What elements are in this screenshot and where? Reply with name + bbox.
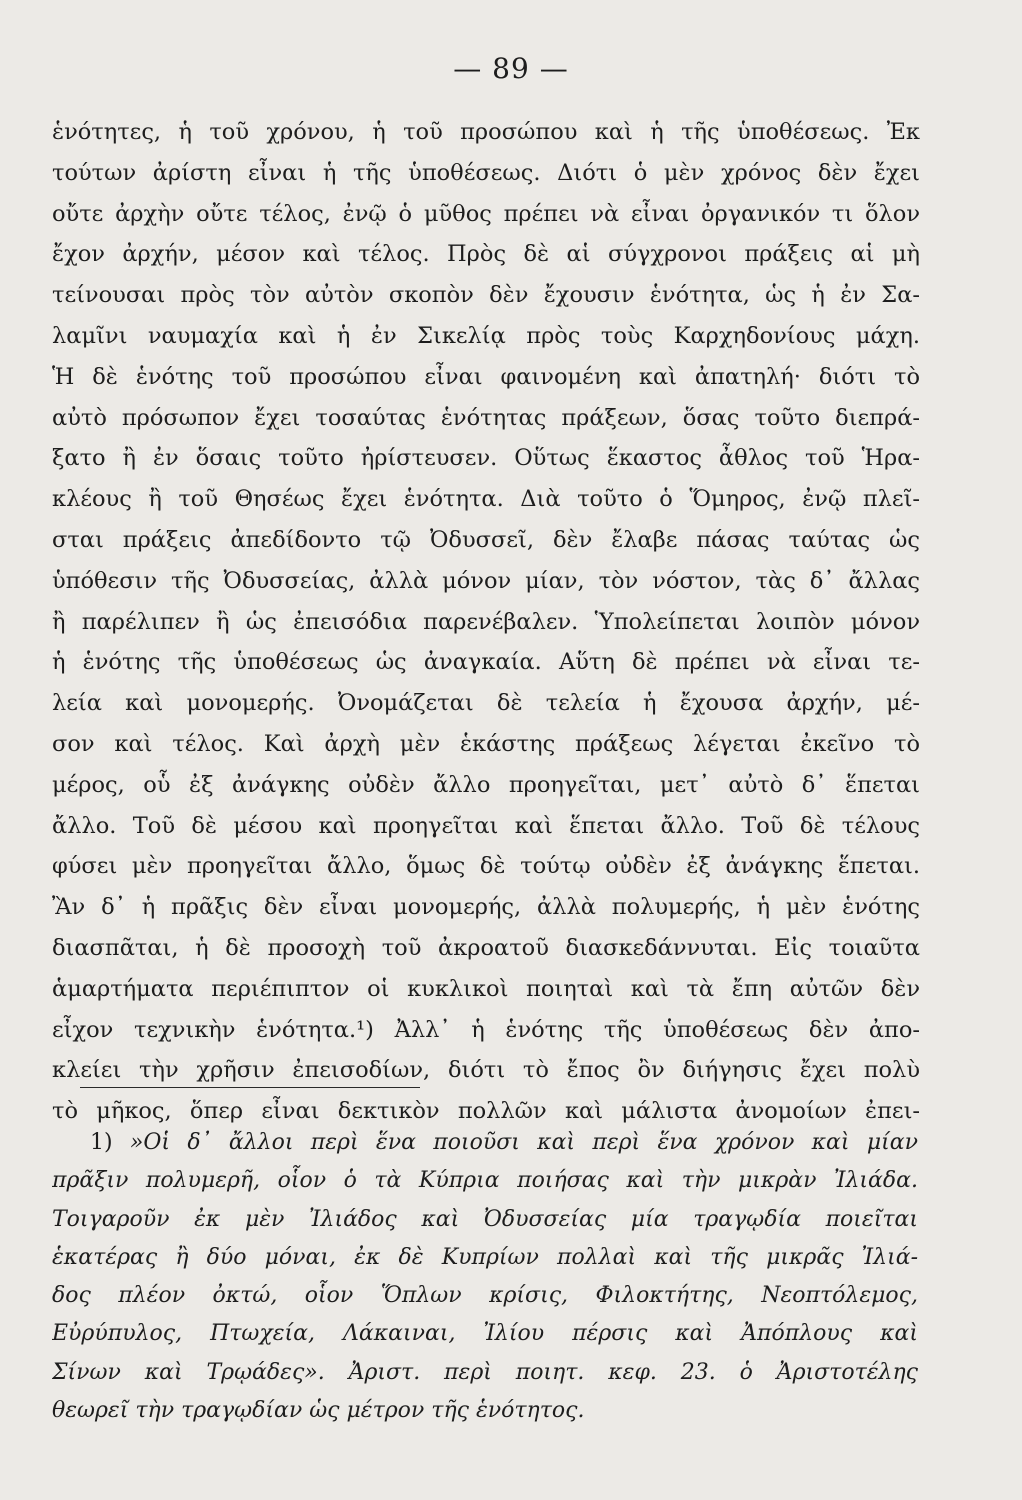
footnote-rule <box>80 1087 420 1088</box>
footnote-line: πρᾶξιν πολυμερῆ, οἷον ὁ τὰ Κύπρια ποιήσας καὶ τὴν μικρὰν Ἰλιάδα. <box>52 1168 918 1194</box>
text-line: σται πράξεις ἀπεδίδοντο τῷ Ὀδυσσεῖ, δὲν ἔλαβε πάσας ταύτας ὡς <box>52 526 920 553</box>
page-number: — 89 — <box>453 52 569 85</box>
text-line: εἶχον τεχνικὴν ἑνότητα.¹) Ἀλλ᾽ ἡ ἑνότης τῆς ὑποθέσεως δὲν ἀπο- <box>52 1016 920 1043</box>
text-line: ἁμαρτήματα περιέπιπτον οἱ κυκλικοὶ ποιηταὶ καὶ τὰ ἔπη αὐτῶν δὲν <box>52 975 920 1002</box>
footnote-line: δος πλέον ὀκτώ, οἷον Ὅπλων κρίσις, Φιλοκτήτης, Νεοπτόλεμος, <box>52 1283 918 1309</box>
text-line: τούτων ἀρίστη εἶναι ἡ τῆς ὑποθέσεως. Διότι ὁ μὲν χρόνος δὲν ἔχει <box>52 159 920 186</box>
text-line: κλέους ἢ τοῦ Θησέως ἔχει ἑνότητα. Διὰ τοῦτο ὁ Ὅμηρος, ἐνῷ πλεῖ- <box>52 486 920 513</box>
text-line: λαμῖνι ναυμαχία καὶ ἡ ἐν Σικελίᾳ πρὸς τοὺς Καρχηδονίους μάχη. <box>52 322 920 349</box>
text-line: Ἡ δὲ ἑνότης τοῦ προσώπου εἶναι φαινομένη καὶ ἀπατηλή· διότι τὸ <box>52 363 920 390</box>
text-line: ἔχον ἀρχήν, μέσον καὶ τέλος. Πρὸς δὲ αἱ σύγχρονοι πράξεις αἱ μὴ <box>52 241 920 268</box>
footnote-line: Τοιγαροῦν ἐκ μὲν Ἰλιάδος καὶ Ὀδυσσείας μία τραγῳδία ποιεῖται <box>52 1206 918 1232</box>
footnote-line <box>52 1124 918 1162</box>
text-line: οὔτε ἀρχὴν οὔτε τέλος, ἐνῷ ὁ μῦθος πρέπει νὰ εἶναι ὀργανικόν τι ὅλον <box>52 200 920 227</box>
text-line: διασπᾶται, ἡ δὲ προσοχὴ τοῦ ἀκροατοῦ διασκεδάννυται. Εἰς τοιαῦτα <box>52 934 920 961</box>
text-line: μέρος, οὗ ἐξ ἀνάγκης οὐδὲν ἄλλο προηγεῖται, μετ᾽ αὐτὸ δ᾽ ἕπεται <box>52 771 920 798</box>
footnote-line: θεωρεῖ τὴν τραγῳδίαν ὡς μέτρον τῆς ἑνότητος. <box>52 1398 585 1424</box>
text-line: ὑπόθεσιν τῆς Ὀδυσσείας, ἀλλὰ μόνον μίαν, τὸν νόστον, τὰς δ᾽ ἄλλας <box>52 567 920 594</box>
text-line: ξατο ἢ ἐν ὅσαις τοῦτο ἠρίστευσεν. Οὕτως ἕκαστος ἆθλος τοῦ Ἡρα- <box>52 445 920 472</box>
footnote-marker: 1) <box>90 1130 113 1155</box>
footnote-line: Εὐρύπυλος, Πτωχεία, Λάκαιναι, Ἰλίου πέρσις καὶ Ἀπόπλους καὶ <box>52 1321 918 1347</box>
text-line: σον καὶ τέλος. Καὶ ἀρχὴ μὲν ἑκάστης πράξεως λέγεται ἐκεῖνο τὸ <box>52 730 920 757</box>
text-line: ἢ παρέλιπεν ἢ ὡς ἐπεισόδια παρενέβαλεν. Ὑπολείπεται λοιπὸν μόνον <box>52 608 920 635</box>
footnote-line: Σίνων καὶ Τρῳάδες». Ἀριστ. περὶ ποιητ. κεφ. 23. ὁ Ἀριστοτέλης <box>52 1359 918 1385</box>
text-line: τείνουσαι πρὸς τὸν αὐτὸν σκοπὸν δὲν ἔχουσιν ἑνότητα, ὡς ἡ ἐν Σα- <box>52 282 920 309</box>
footnote-line: ἑκατέρας ἢ δύο μόναι, ἐκ δὲ Κυπρίων πολλαὶ καὶ τῆς μικρᾶς Ἰλιά- <box>52 1244 918 1270</box>
text-line: φύσει μὲν προηγεῖται ἄλλο, ὅμως δὲ τούτῳ οὐδὲν ἐξ ἀνάγκης ἕπεται. <box>52 853 920 880</box>
footnote-line-text: »Οἱ δ᾽ ἄλλοι περὶ ἕνα ποιοῦσι καὶ περὶ ἕνα χρόνον καὶ μίαν <box>129 1130 918 1155</box>
text-line: αὐτὸ πρόσωπον ἔχει τοσαύτας ἑνότητας πράξεων, ὅσας τοῦτο διεπρά- <box>52 404 920 431</box>
text-line: κλείει τὴν χρῆσιν ἐπεισοδίων, διότι τὸ ἔπος ὂν διήγησις ἔχει πολὺ <box>52 1057 920 1084</box>
text-line: Ἂν δ᾽ ἡ πρᾶξις δὲν εἶναι μονομερής, ἀλλὰ πολυμερής, ἡ μὲν ἑνότης <box>52 894 920 921</box>
text-line: ἄλλο. Τοῦ δὲ μέσου καὶ προηγεῖται καὶ ἕπεται ἄλλο. Τοῦ δὲ τέλους <box>52 812 920 839</box>
text-line: τὸ μῆκος, ὅπερ εἶναι δεκτικὸν πολλῶν καὶ μάλιστα ἀνομοίων ἐπει- <box>52 1098 920 1125</box>
text-line: ἑνότητες, ἡ τοῦ χρόνου, ἡ τοῦ προσώπου καὶ ἡ τῆς ὑποθέσεως. Ἐκ <box>52 119 920 145</box>
main-text <box>52 112 920 1132</box>
text-line: ἡ ἑνότης τῆς ὑποθέσεως ὡς ἀναγκαία. Αὕτη δὲ πρέπει νὰ εἶναι τε- <box>52 649 920 676</box>
text-line: λεία καὶ μονομερής. Ὀνομάζεται δὲ τελεία ἡ ἔχουσα ἀρχήν, μέ- <box>52 690 920 717</box>
footnote <box>52 1124 918 1430</box>
